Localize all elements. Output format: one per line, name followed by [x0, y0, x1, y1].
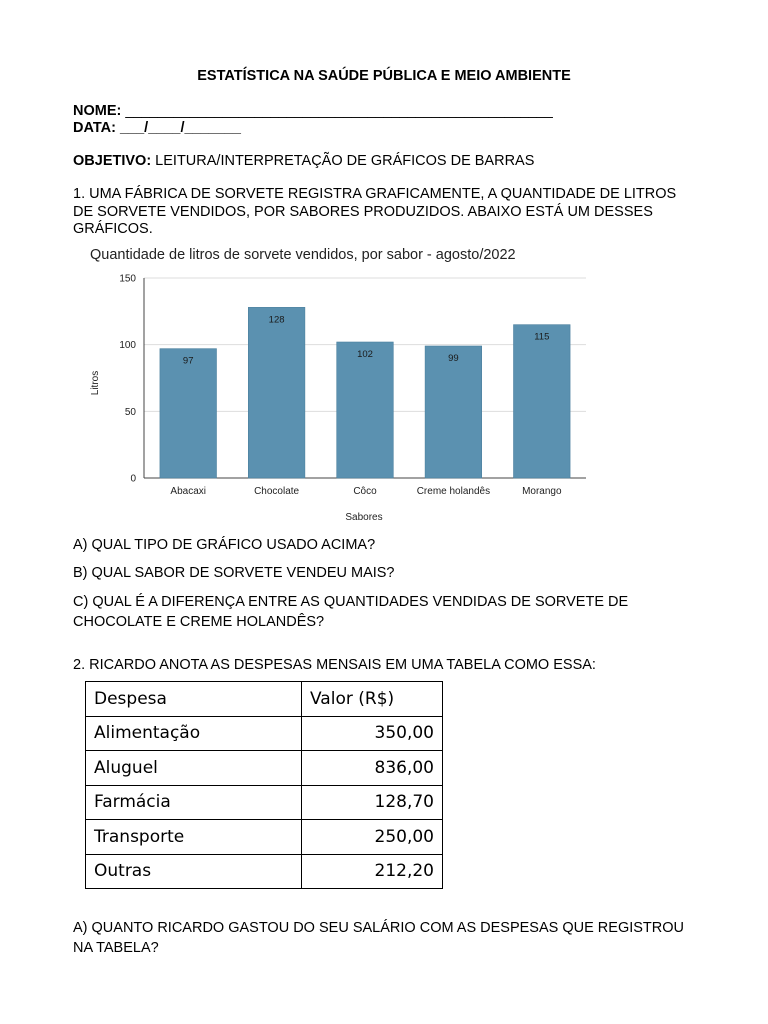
table-header-row: [86, 682, 443, 717]
date-blank-line: ___/____/_______: [119, 120, 241, 136]
bar-chart: [84, 240, 604, 530]
expense-name-cell: Farmácia: [86, 785, 302, 820]
bar-value-label: 115: [534, 331, 550, 343]
x-tick-label: Morango: [522, 486, 562, 497]
bar-abacaxi: [160, 349, 217, 478]
page-title: ESTATÍSTICA NA SAÚDE PÚBLICA E MEIO AMBIENTE: [197, 68, 571, 84]
bar-value-label: 97: [182, 355, 194, 367]
table-header-cell: Despesa: [86, 682, 302, 717]
date-field[interactable]: [73, 120, 241, 136]
bar-value-label: 128: [268, 314, 285, 326]
date-label: DATA:: [73, 120, 116, 136]
y-tick-label: 150: [119, 273, 136, 285]
expense-name-cell: Aluguel: [86, 751, 302, 786]
y-tick-label: 0: [130, 473, 136, 485]
expense-name-cell: Transporte: [86, 820, 302, 855]
table-header-cell: Valor (R$): [302, 682, 443, 717]
table-row: [86, 751, 443, 786]
question1-intro: 1. UMA FÁBRICA DE SORVETE REGISTRA GRAFICAMENTE, A QUANTIDADE DE LITROS DE SORVETE VENDIDOS, POR SABORES PRODUZIDOS. ABAIXO ESTÁ UM DESSES GRÁFICOS.: [73, 186, 677, 237]
x-axis-label: Sabores: [345, 512, 383, 523]
bar-c-co: [337, 342, 394, 478]
x-tick-label: Chocolate: [254, 486, 300, 497]
y-axis-label: Litros: [90, 370, 101, 396]
chart-svg: [84, 240, 604, 530]
expense-name-cell: Alimentação: [86, 716, 302, 751]
expense-value-cell: 836,00: [302, 751, 443, 786]
objective: [73, 153, 534, 169]
expense-value-cell: 128,70: [302, 785, 443, 820]
chart-title: Quantidade de litros de sorvete vendidos, por sabor - agosto/2022: [90, 247, 516, 263]
name-blank-line: _____________________________________________________: [125, 103, 553, 119]
table-row: [86, 716, 443, 751]
expense-name-cell: Outras: [86, 854, 302, 889]
y-tick-label: 100: [119, 340, 136, 352]
expense-value-cell: 212,20: [302, 854, 443, 889]
chart-bars: [160, 307, 570, 478]
name-field[interactable]: [73, 103, 553, 119]
expense-value-cell: 250,00: [302, 820, 443, 855]
bar-value-label: 102: [357, 349, 373, 360]
x-tick-label: Abacaxi: [170, 486, 206, 497]
x-tick-label: Côco: [353, 486, 377, 497]
question2-intro: 2. RICARDO ANOTA AS DESPESAS MENSAIS EM UMA TABELA COMO ESSA:: [73, 657, 596, 673]
x-tick-label: Creme holandês: [416, 486, 491, 497]
y-tick-label: 50: [124, 406, 136, 418]
question1-c: C) QUAL É A DIFERENÇA ENTRE AS QUANTIDADES VENDIDAS DE SORVETE DE CHOCOLATE E CREME HOLANDÊS?: [73, 594, 629, 630]
table-row: [86, 820, 443, 855]
question1-a: A) QUAL TIPO DE GRÁFICO USADO ACIMA?: [73, 537, 376, 553]
table-row: [86, 785, 443, 820]
table-row: [86, 854, 443, 889]
bar-chocolate: [248, 307, 305, 478]
bar-creme-holand-s: [425, 346, 482, 478]
objective-text: LEITURA/INTERPRETAÇÃO DE GRÁFICOS DE BARRAS: [151, 153, 535, 169]
bar-value-label: 99: [448, 353, 459, 364]
expense-value-cell: 350,00: [302, 716, 443, 751]
question1-b: B) QUAL SABOR DE SORVETE VENDEU MAIS?: [73, 565, 395, 581]
name-label: NOME:: [73, 103, 122, 119]
bar-morango: [514, 325, 571, 478]
expenses-table: [85, 681, 443, 889]
objective-label: OBJETIVO:: [73, 153, 152, 169]
question2-a: A) QUANTO RICARDO GASTOU DO SEU SALÁRIO COM AS DESPESAS QUE REGISTROU NA TABELA?: [73, 920, 684, 956]
